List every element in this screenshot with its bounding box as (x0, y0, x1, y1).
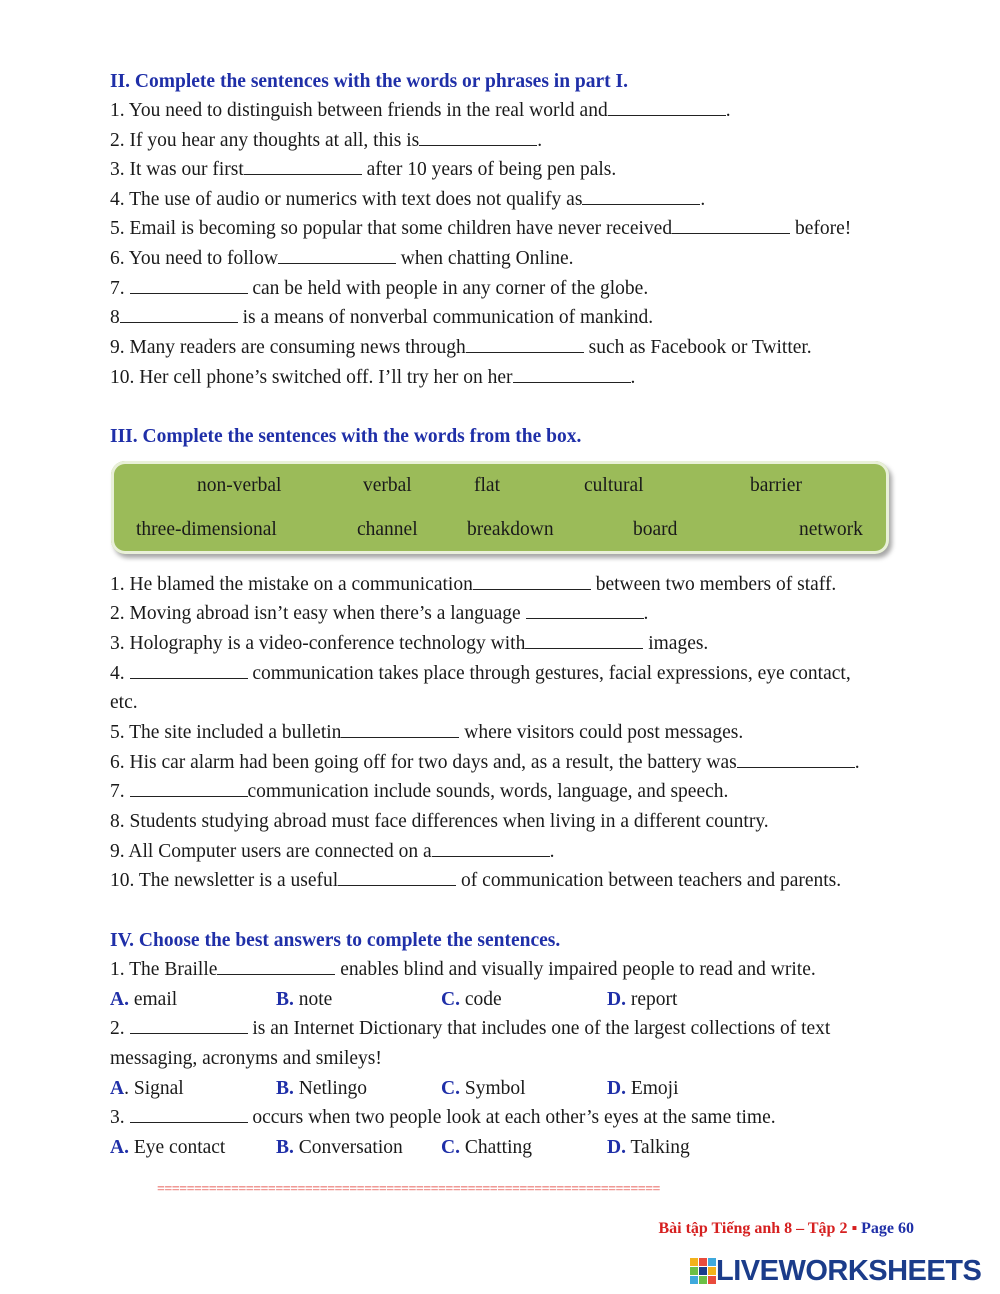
q1-option-d[interactable]: D. report (607, 989, 678, 1010)
s2-item: 3. It was our first after 10 years of being pen pals. (110, 159, 617, 180)
q3-option-d[interactable]: D. Talking (607, 1137, 690, 1158)
s2-item: 2. If you hear any thoughts at all, this is . (110, 130, 543, 151)
answer-blank[interactable] (525, 633, 643, 649)
s3-item-continuation: etc. (110, 692, 138, 713)
answer-blank[interactable] (338, 870, 456, 886)
box-word: verbal (363, 475, 412, 496)
q2-option-a[interactable]: A. Signal (110, 1078, 184, 1099)
q1-option-c[interactable]: C. code (441, 989, 502, 1010)
q1-option-a[interactable]: A. email (110, 989, 178, 1010)
s2-item: 4. The use of audio or numerics with text does not qualify as . (110, 189, 706, 210)
answer-blank[interactable] (120, 307, 238, 323)
answer-blank[interactable] (526, 603, 644, 619)
s2-item: 9. Many readers are consuming news through such as Facebook or Twitter. (110, 337, 812, 358)
q2-option-c[interactable]: C. Symbol (441, 1078, 526, 1099)
mc-question-1: 1. The Braille enables blind and visually impaired people to read and write. (110, 959, 816, 980)
page-number: Page 60 (861, 1220, 914, 1237)
s2-item: 7. can be held with people in any corner of the globe. (110, 278, 649, 299)
liveworksheets-logo[interactable] (690, 1256, 981, 1286)
s3-item: 8. Students studying abroad must face differences when living in a different country. (110, 811, 769, 832)
q3-option-b[interactable]: B. Conversation (276, 1137, 403, 1158)
answer-blank[interactable] (130, 1018, 248, 1034)
page-footer (658, 1220, 914, 1238)
answer-blank[interactable] (466, 337, 584, 353)
footer-divider: ==================================================================== (157, 1182, 660, 1197)
answer-blank[interactable] (672, 218, 790, 234)
answer-blank[interactable] (130, 781, 248, 797)
q2-option-b[interactable]: B. Netlingo (276, 1078, 368, 1099)
answer-blank[interactable] (432, 841, 550, 857)
s2-item: 8 is a means of nonverbal communication of mankind. (110, 307, 654, 328)
s2-item: 6. You need to follow when chatting Online. (110, 248, 574, 269)
q2-option-d[interactable]: D. Emoji (607, 1078, 679, 1099)
book-title: Bài tập Tiếng anh 8 – Tập 2 ▪ (658, 1220, 862, 1237)
answer-blank[interactable] (217, 959, 335, 975)
s3-item: 3. Holography is a video-conference technology with images. (110, 633, 709, 654)
word-box (111, 461, 889, 554)
s2-item: 1. You need to distinguish between friends in the real world and . (110, 100, 731, 121)
answer-blank[interactable] (130, 1107, 248, 1123)
logo-text: LIVEWORKSHEETS (716, 1254, 982, 1287)
s3-item: 5. The site included a bulletin where visitors could post messages. (110, 722, 744, 743)
answer-blank[interactable] (419, 130, 537, 146)
s3-item: 9. All Computer users are connected on a . (110, 841, 555, 862)
box-word: network (799, 519, 863, 540)
answer-blank[interactable] (513, 367, 631, 383)
s3-item: 2. Moving abroad isn’t easy when there’s a language . (110, 603, 649, 624)
answer-blank[interactable] (278, 248, 396, 264)
mc-question-2: 2. is an Internet Dictionary that includes one of the largest collections of text (110, 1018, 831, 1039)
box-word: barrier (750, 475, 802, 496)
s3-item: 4. communication takes place through gestures, facial expressions, eye contact, (110, 663, 851, 684)
mc-question-2-continuation: messaging, acronyms and smileys! (110, 1048, 382, 1069)
box-word: cultural (584, 475, 644, 496)
answer-blank[interactable] (341, 722, 459, 738)
answer-blank[interactable] (130, 663, 248, 679)
s2-item: 10. Her cell phone’s switched off. I’ll try her on her . (110, 367, 636, 388)
logo-grid-icon (690, 1258, 716, 1284)
box-word: board (633, 519, 678, 540)
answer-blank[interactable] (244, 159, 362, 175)
answer-blank[interactable] (737, 752, 855, 768)
s3-item: 7. communication include sounds, words, language, and speech. (110, 781, 729, 802)
section-4-heading: IV. Choose the best answers to complete the sentences. (110, 930, 561, 951)
q3-option-c[interactable]: C. Chatting (441, 1137, 533, 1158)
box-word: flat (474, 475, 500, 496)
s3-item: 1. He blamed the mistake on a communication between two members of staff. (110, 574, 837, 595)
box-word: channel (357, 519, 418, 540)
answer-blank[interactable] (130, 278, 248, 294)
box-word: non-verbal (197, 475, 282, 496)
mc-question-3: 3. occurs when two people look at each other’s eyes at the same time. (110, 1107, 776, 1128)
q3-option-a[interactable]: A. Eye contact (110, 1137, 226, 1158)
s3-item: 10. The newsletter is a useful of communication between teachers and parents. (110, 870, 842, 891)
answer-blank[interactable] (473, 574, 591, 590)
box-word: three-dimensional (136, 519, 277, 540)
answer-blank[interactable] (582, 189, 700, 205)
answer-blank[interactable] (608, 100, 726, 116)
section-3-heading: III. Complete the sentences with the words from the box. (110, 426, 582, 447)
section-2-heading: II. Complete the sentences with the words or phrases in part I. (110, 71, 628, 92)
q1-option-b[interactable]: B. note (276, 989, 333, 1010)
s2-item: 5. Email is becoming so popular that some children have never received before! (110, 218, 852, 239)
s3-item: 6. His car alarm had been going off for two days and, as a result, the battery was . (110, 752, 860, 773)
box-word: breakdown (467, 519, 554, 540)
